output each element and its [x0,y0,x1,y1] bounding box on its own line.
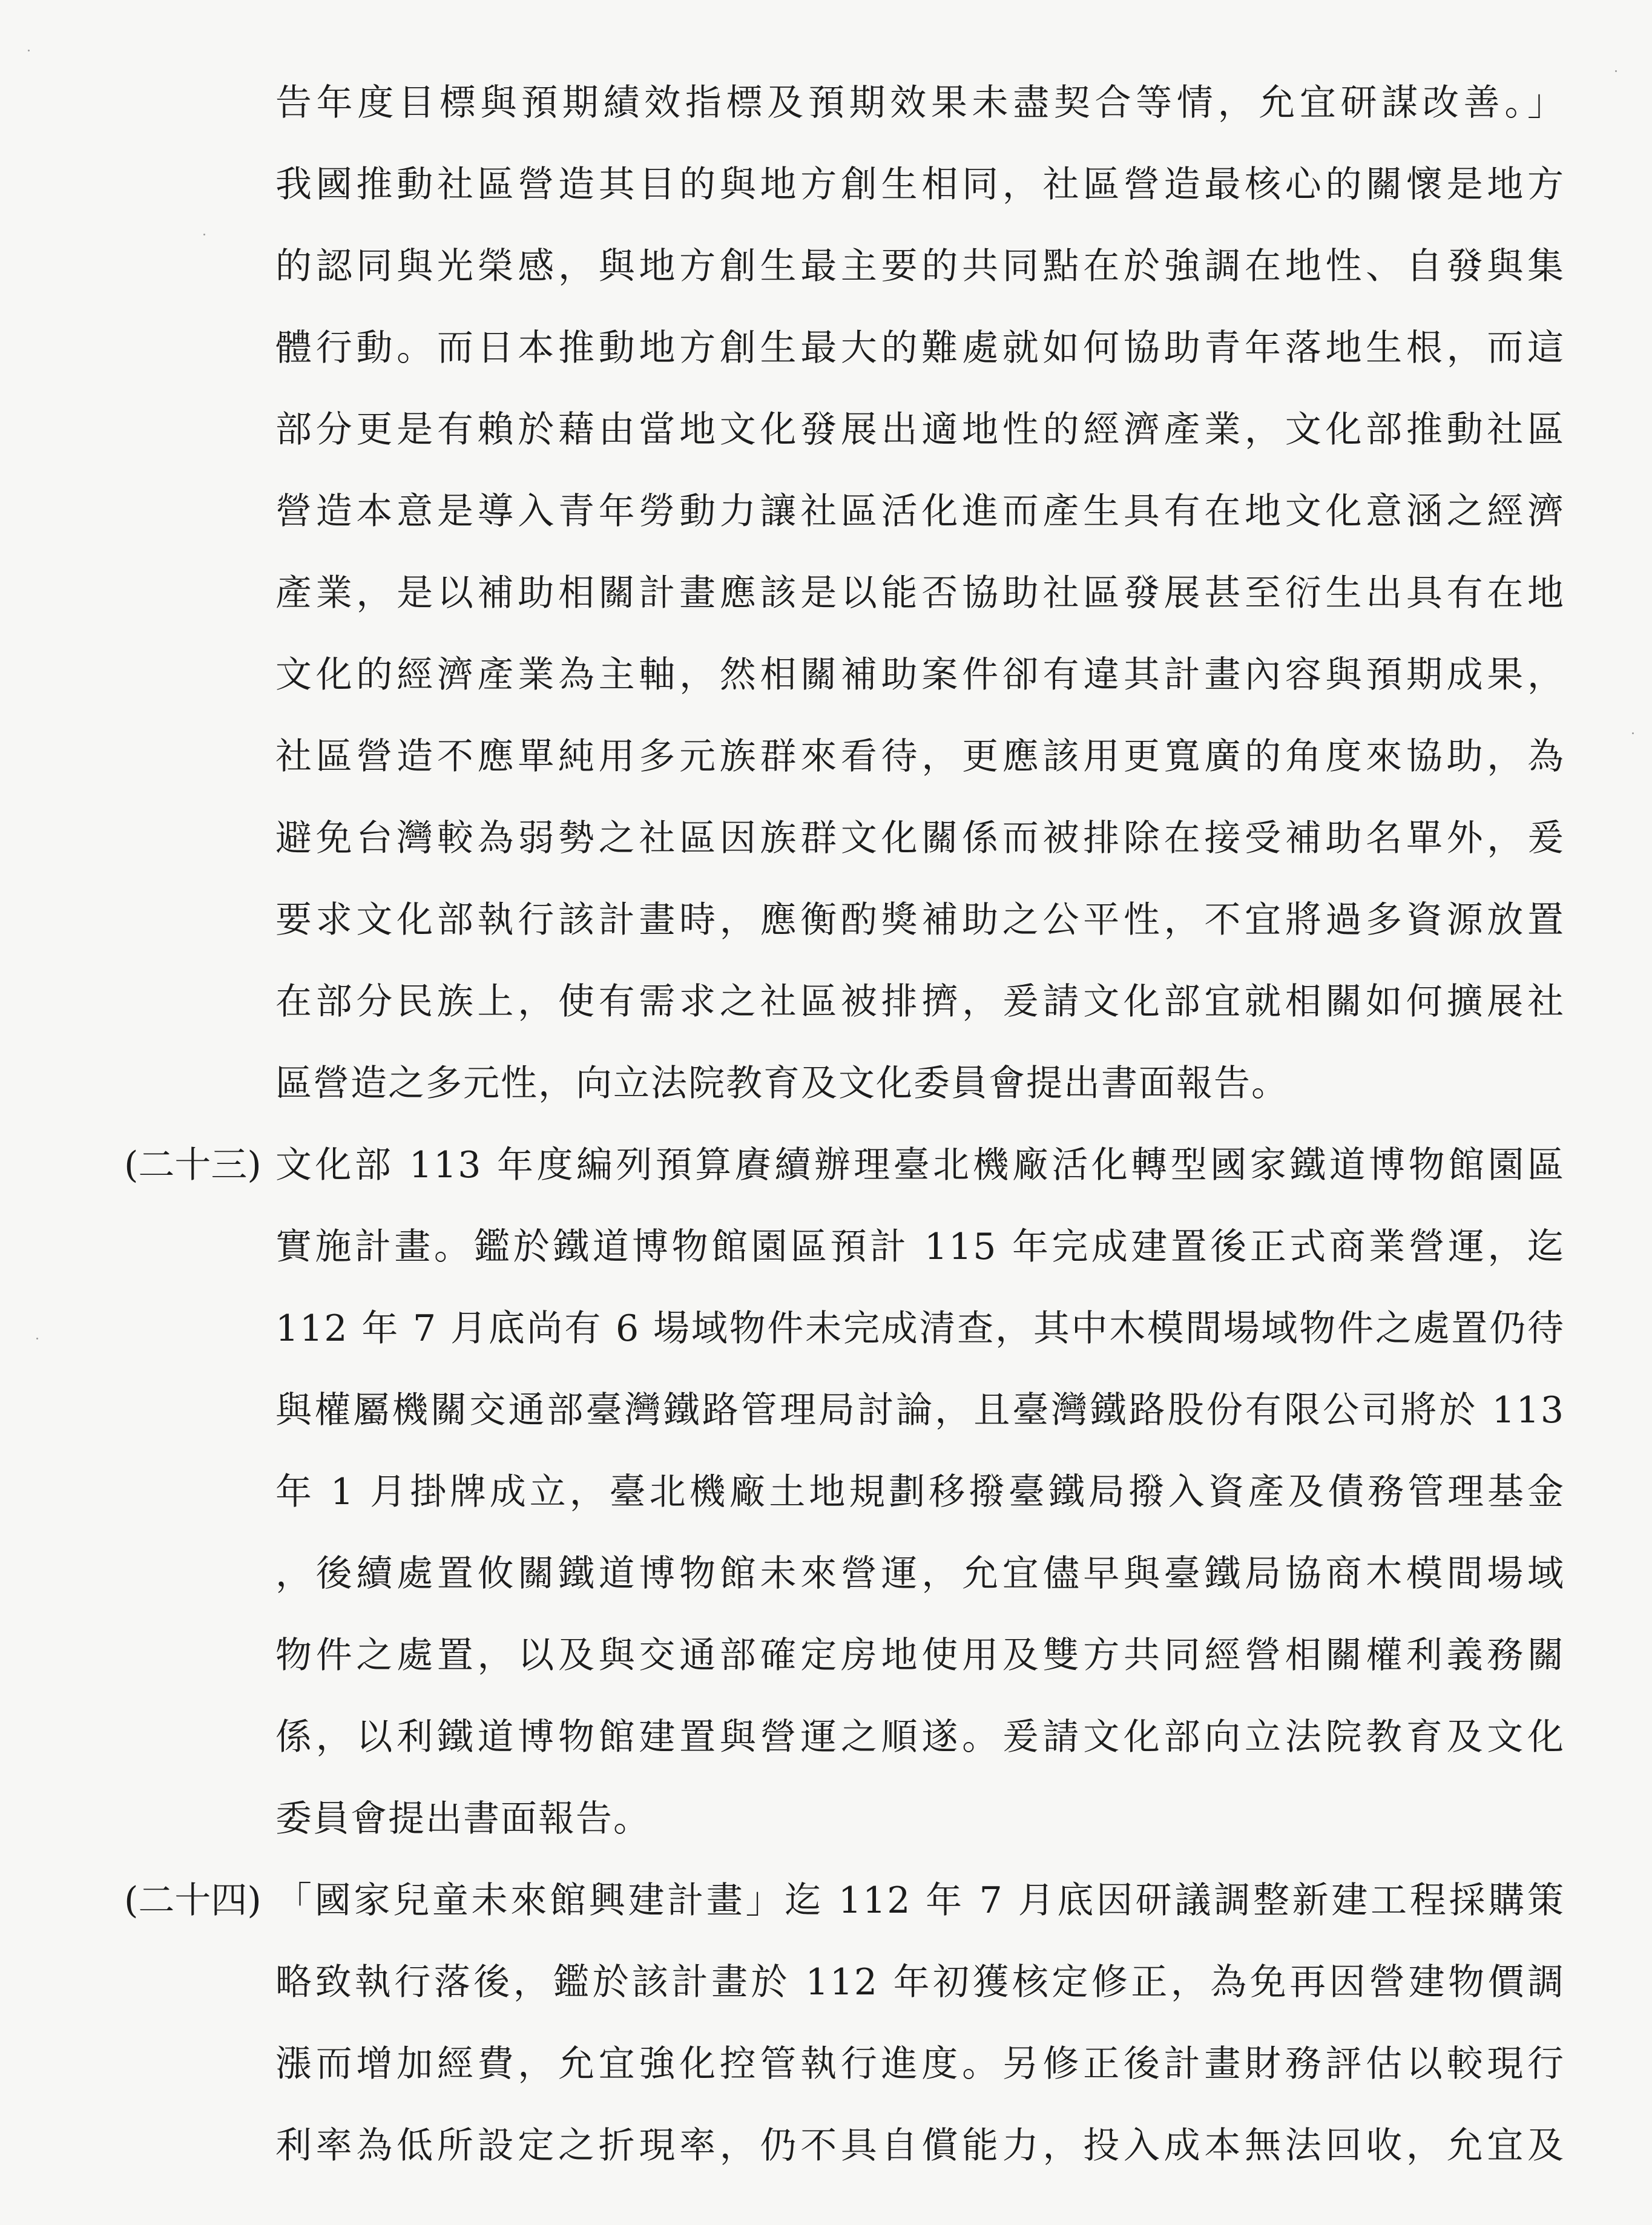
item-24-line-4: 利率為低所設定之折現率，仍不具自償能力，投入成本無法回收，允宜及 [275,2125,1565,2167]
paragraph-a-line-9: 社區營造不應單純用多元族群來看待，更應該用更寬廣的角度來協助，為 [275,735,1565,778]
item-23-line-5: 年 1 月掛牌成立，臺北機廠土地規劃移撥臺鐵局撥入資產及債務管理基金 [275,1471,1565,1513]
item-24-number: (二十四) [124,1879,262,1922]
paragraph-a-line-11: 要求文化部執行該計畫時，應衡酌獎補助之公平性，不宜將過多資源放置 [275,899,1565,941]
item-23-line-2: 實施計畫。鑑於鐵道博物館園區預計 115 年完成建置後正式商業營運，迄 [275,1226,1565,1268]
item-24-line-2: 略致執行落後，鑑於該計畫於 112 年初獲核定修正，為免再因營建物價調 [275,1961,1565,2003]
item-23-number: (二十三) [124,1144,262,1186]
paragraph-a-line-12: 在部分民族上，使有需求之社區被排擠，爰請文化部宜就相關如何擴展社 [275,981,1565,1023]
item-23-line-9: 委員會提出書面報告。 [275,1798,651,1840]
paragraph-a-line-10: 避免台灣較為弱勢之社區因族群文化關係而被排除在接受補助名單外，爰 [275,817,1565,859]
item-24-line-3: 漲而增加經費，允宜強化控管執行進度。另修正後計畫財務評估以較現行 [275,2043,1565,2085]
item-23-line-7: 物件之處置，以及與交通部確定房地使用及雙方共同經營相關權利義務關 [275,1634,1565,1677]
item-23-line-3: 112 年 7 月底尚有 6 場域物件未完成清查，其中木模間場域物件之處置仍待 [275,1307,1565,1350]
paragraph-a-line-5: 部分更是有賴於藉由當地文化發展出適地性的經濟產業，文化部推動社區 [275,409,1565,451]
scan-speck [28,50,30,51]
scan-speck [203,234,205,235]
item-24-line-1: 「國家兒童未來館興建計畫」迄 112 年 7 月底因研議調整新建工程採購策 [275,1879,1565,1922]
paragraph-a-line-3: 的認同與光榮感，與地方創生最主要的共同點在於強調在地性、自發與集 [275,245,1565,288]
item-23-line-1: 文化部 113 年度編列預算賡續辦理臺北機廠活化轉型國家鐵道博物館園區 [275,1144,1565,1186]
paragraph-a-line-4: 體行動。而日本推動地方創生最大的難處就如何協助青年落地生根，而這 [275,327,1565,369]
item-23-line-8: 係，以利鐵道博物館建置與營運之順遂。爰請文化部向立法院教育及文化 [275,1716,1565,1758]
paragraph-a-line-6: 營造本意是導入青年勞動力讓社區活化進而產生具有在地文化意涵之經濟 [275,490,1565,533]
paragraph-a-line-7: 產業，是以補助相關計畫應該是以能否協助社區發展甚至衍生出具有在地 [275,572,1565,614]
scan-speck [36,1338,38,1339]
item-23-line-6: ，後續處置攸關鐵道博物館未來營運，允宜儘早與臺鐵局協商木模間場域 [275,1553,1565,1595]
item-23-line-4: 與權屬機關交通部臺灣鐵路管理局討論，且臺灣鐵路股份有限公司將於 113 [275,1389,1565,1431]
paragraph-a-line-2: 我國推動社區營造其目的與地方創生相同，社區營造最核心的關懷是地方 [275,163,1565,206]
paragraph-a-line-1: 告年度目標與預期績效指標及預期效果未盡契合等情，允宜研謀改善。」 [275,82,1565,124]
paragraph-a-line-13: 區營造之多元性，向立法院教育及文化委員會提出書面報告。 [275,1062,1289,1105]
scan-speck [1632,732,1634,734]
paragraph-a-line-8: 文化的經濟產業為主軸，然相關補助案件卻有違其計畫內容與預期成果， [275,654,1565,696]
scan-speck [1615,70,1617,72]
